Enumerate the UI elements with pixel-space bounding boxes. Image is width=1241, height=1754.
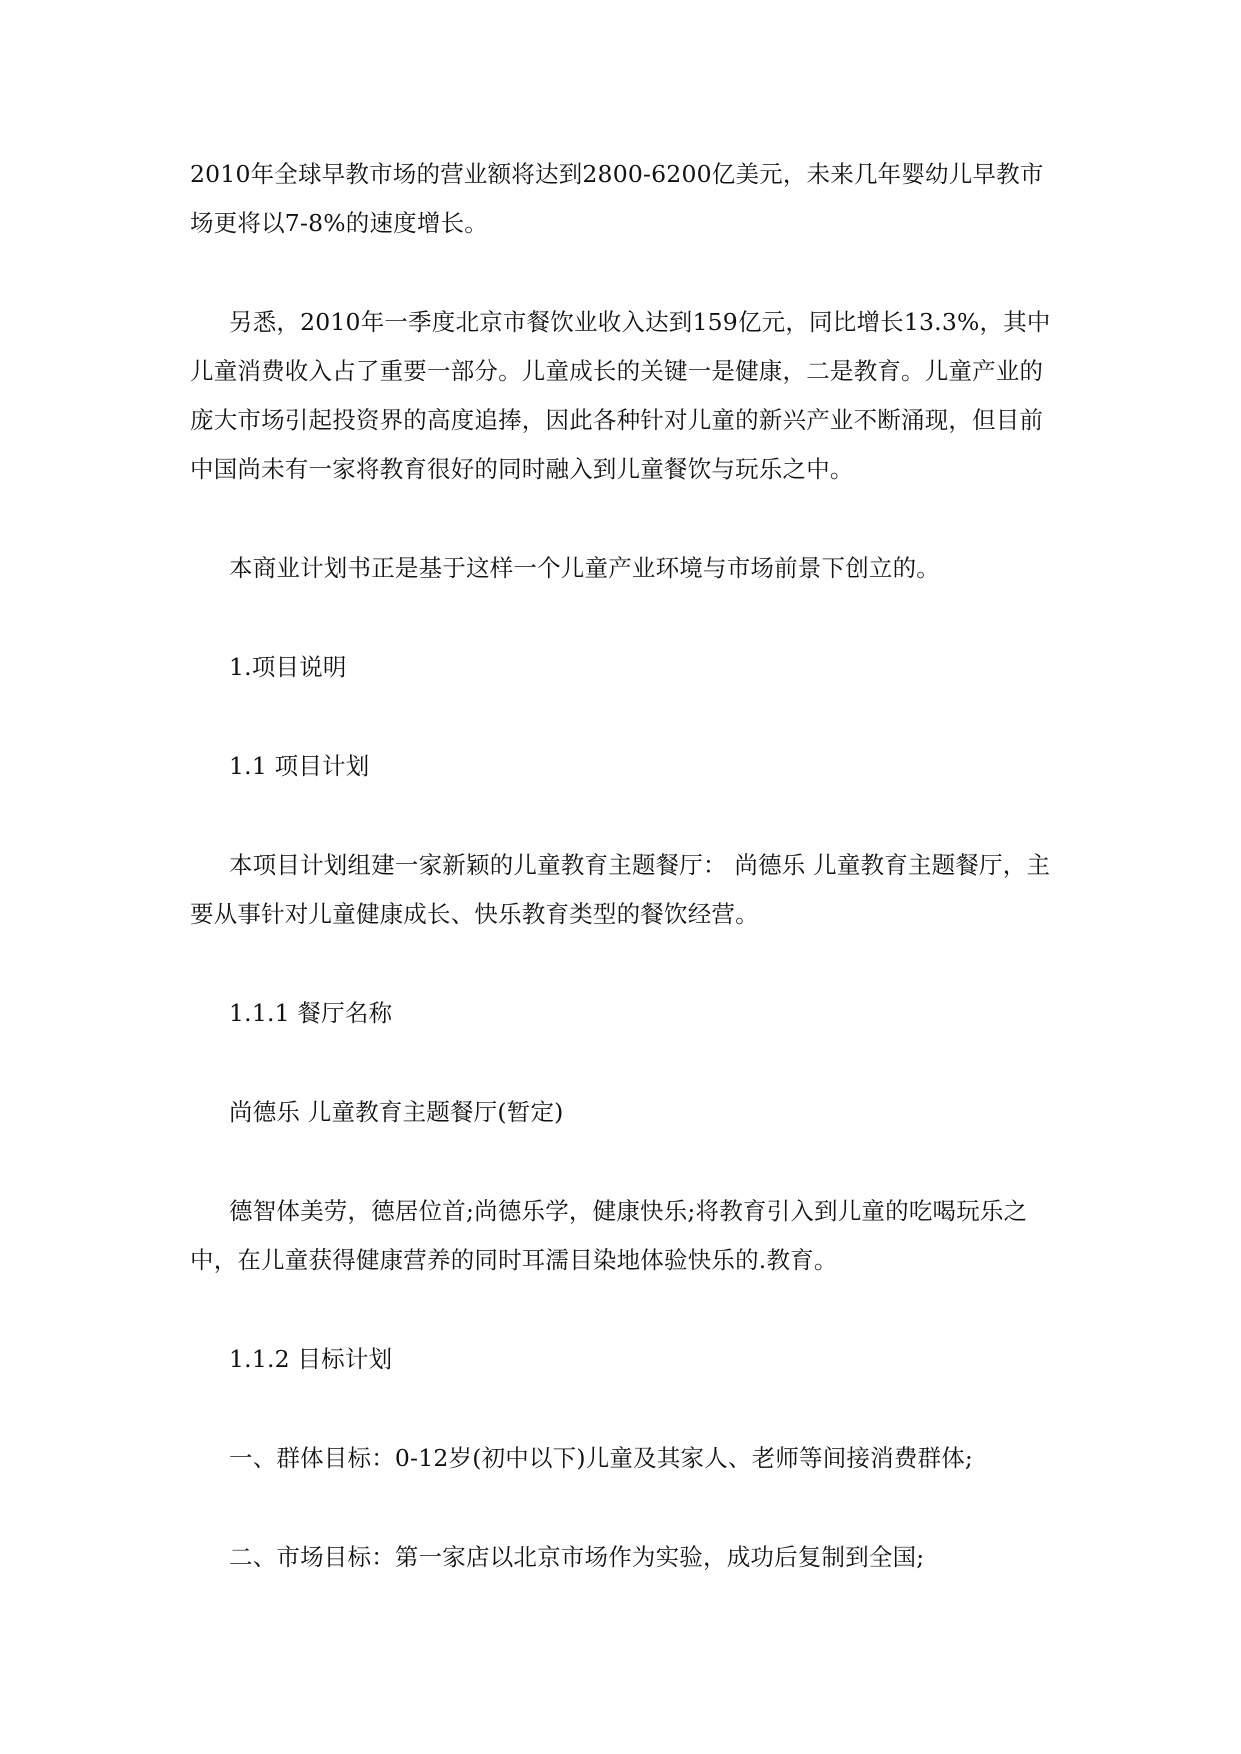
- paragraph-market-target: 二、市场目标：第一家店以北京市场作为实验，成功后复制到全国;: [229, 1543, 925, 1571]
- heading-project-plan: 1.1 项目计划: [229, 752, 370, 780]
- heading-target-plan: 1.1.2 目标计划: [229, 1345, 393, 1373]
- heading-restaurant-name: 1.1.1 餐厅名称: [229, 999, 393, 1027]
- paragraph-plan-basis: 本商业计划书正是基于这样一个儿童产业环境与市场前景下创立的。: [229, 554, 940, 582]
- document-body: [190, 150, 1060, 1632]
- paragraph-restaurant-name: 尚德乐 儿童教育主题餐厅(暂定): [229, 1098, 564, 1126]
- paragraph-project-plan: 本项目计划组建一家新颖的儿童教育主题餐厅： 尚德乐 儿童教育主题餐厅，主要从事针对儿童健康成长、快乐教育类型的餐饮经营。: [190, 851, 1051, 928]
- heading-project-description: 1.项目说明: [229, 653, 347, 681]
- paragraph-restaurant-motto: 德智体美劳，德居位首;尚德乐学，健康快乐;将教育引入到儿童的吃喝玩乐之中，在儿童获得健康营养的同时耳濡目染地体验快乐的.教育。: [190, 1197, 1028, 1274]
- paragraph-beijing-catering: 另悉，2010年一季度北京市餐饮业收入达到159亿元，同比增长13.3%，其中儿童消费收入占了重要一部分。儿童成长的关键一是健康，二是教育。儿童产业的庞大市场引起投资界的高度追捧，因此各种针对儿童的新兴产业不断涌现，但目前中国尚未有一家将教育很好的同时融入到儿童餐饮与玩乐之中。: [190, 308, 1051, 483]
- paragraph-group-target: 一、群体目标：0-12岁(初中以下)儿童及其家人、老师等间接消费群体;: [229, 1444, 974, 1472]
- paragraph-market-size: 2010年全球早教市场的营业额将达到2800-6200亿美元，未来几年婴幼儿早教市场更将以7-8%的速度增长。: [190, 160, 1044, 237]
